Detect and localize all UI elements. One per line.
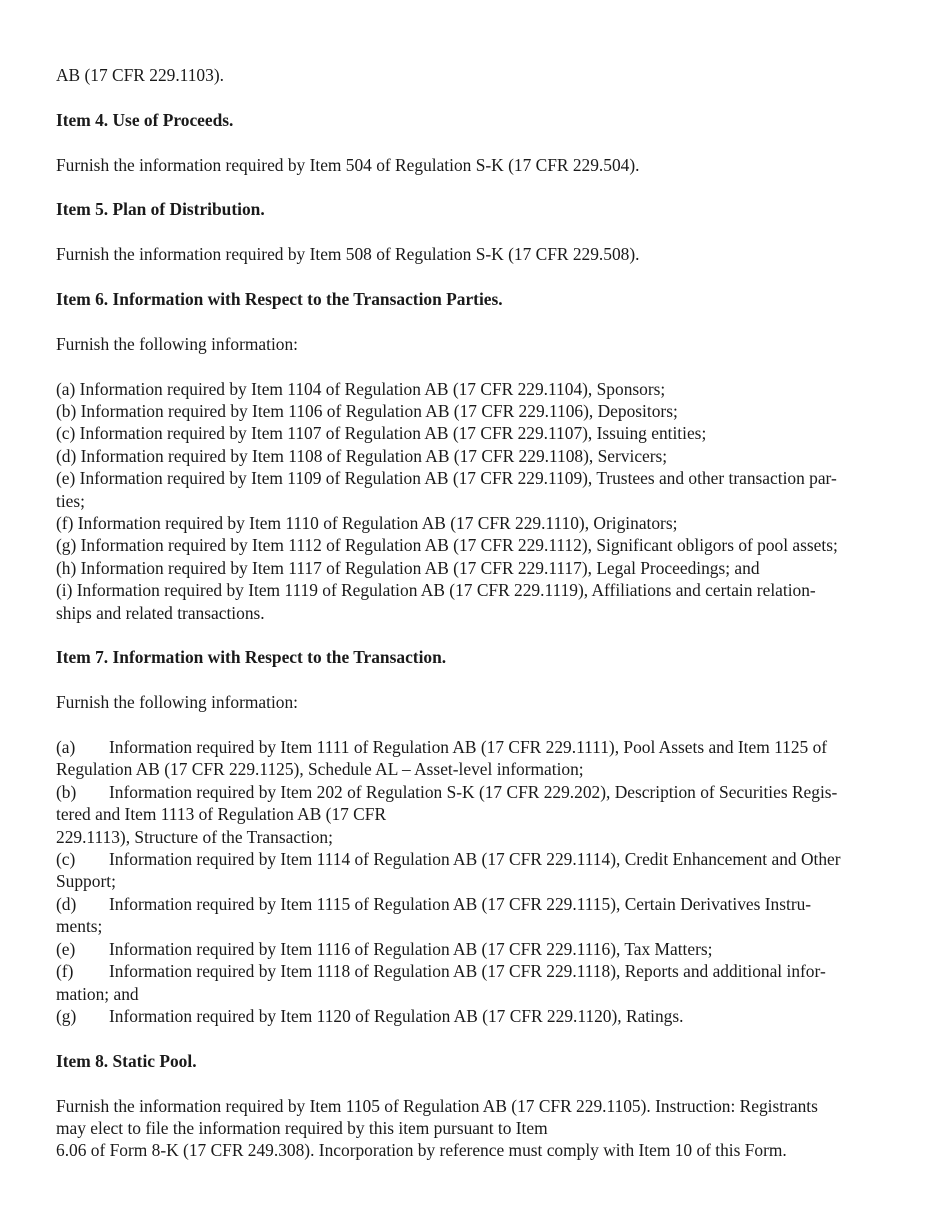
item6-list (56, 378, 898, 624)
item7-intro: Furnish the following information: (56, 692, 298, 713)
list-item-text: Information required by Item 1116 of Regulation AB (17 CFR 229.1116), Tax Matters; (109, 938, 713, 959)
list-item: ties; (56, 490, 85, 511)
list-item (56, 781, 898, 803)
item7-list (56, 736, 898, 1027)
intro-fragment: AB (17 CFR 229.1103). (56, 65, 224, 85)
list-item: (c) Information required by Item 1107 of Regulation AB (17 CFR 229.1107), Issuing entities; (56, 423, 707, 444)
list-item: (i) Information required by Item 1119 of Regulation AB (17 CFR 229.1119), Affiliations and certain relation- (56, 580, 816, 601)
list-item-text: Information required by Item 1118 of Regulation AB (17 CFR 229.1118), Reports and additional infor- (109, 961, 826, 982)
paragraph-line: may elect to file the information required by this item pursuant to Item (56, 1117, 548, 1138)
list-item-text: Information required by Item 1115 of Regulation AB (17 CFR 229.1115), Certain Derivatives Instru- (109, 893, 812, 914)
list-item: (f) Information required by Item 1110 of Regulation AB (17 CFR 229.1110), Originators; (56, 513, 678, 534)
list-item-text: Information required by Item 1114 of Regulation AB (17 CFR 229.1114), Credit Enhancement and Other (109, 849, 841, 870)
list-item: (d) Information required by Item 1108 of Regulation AB (17 CFR 229.1108), Servicers; (56, 445, 668, 466)
list-item-label: (f) (56, 961, 74, 982)
list-item: (b) Information required by Item 1106 of Regulation AB (17 CFR 229.1106), Depositors; (56, 400, 678, 421)
list-item-continuation: ments; (56, 916, 103, 937)
item4-heading: Item 4. Use of Proceeds. (56, 109, 234, 130)
list-item (56, 848, 898, 870)
list-item: (a) Information required by Item 1104 of Regulation AB (17 CFR 229.1104), Sponsors; (56, 378, 666, 399)
list-item (56, 938, 898, 960)
list-item-text: Information required by Item 202 of Regulation S-K (17 CFR 229.202), Description of Securities Regis- (109, 781, 838, 802)
list-item (56, 736, 898, 758)
list-item-continuation: Regulation AB (17 CFR 229.1125), Schedule AL – Asset-level information; (56, 759, 584, 780)
item8-heading: Item 8. Static Pool. (56, 1050, 197, 1071)
item5-heading: Item 5. Plan of Distribution. (56, 199, 265, 220)
list-item-label: (e) (56, 938, 76, 959)
list-item-text: Information required by Item 1111 of Regulation AB (17 CFR 229.1111), Pool Assets and Item 1125 of (109, 737, 828, 758)
list-item: ships and related transactions. (56, 602, 265, 623)
list-item-label: (d) (56, 893, 77, 914)
list-item: (h) Information required by Item 1117 of Regulation AB (17 CFR 229.1117), Legal Proceedings; and (56, 557, 760, 578)
item4-body: Furnish the information required by Item 504 of Regulation S-K (17 CFR 229.504). (56, 154, 640, 175)
list-item-label: (b) (56, 781, 77, 802)
list-item-continuation: Support; (56, 871, 116, 892)
list-item: (g) Information required by Item 1112 of Regulation AB (17 CFR 229.1112), Significant obligors of pool assets; (56, 535, 838, 556)
list-item-label: (a) (56, 737, 76, 758)
item7-heading: Item 7. Information with Respect to the Transaction. (56, 647, 447, 668)
paragraph-line: 6.06 of Form 8-K (17 CFR 249.308). Incorporation by reference must comply with Item 10 of this Form. (56, 1140, 787, 1161)
list-item (56, 893, 898, 915)
document-page (56, 64, 898, 1162)
list-item (56, 960, 898, 982)
paragraph-line: Furnish the information required by Item 1105 of Regulation AB (17 CFR 229.1105). Instruction: Registrants (56, 1095, 818, 1116)
item8-body (56, 1095, 898, 1162)
list-item-label: (g) (56, 1005, 77, 1026)
item5-body: Furnish the information required by Item 508 of Regulation S-K (17 CFR 229.508). (56, 244, 640, 265)
list-item-continuation: mation; and (56, 983, 139, 1004)
list-item-continuation: tered and Item 1113 of Regulation AB (17 CFR (56, 804, 387, 825)
list-item (56, 1005, 898, 1027)
list-item-label: (c) (56, 849, 76, 870)
list-item-text: Information required by Item 1120 of Regulation AB (17 CFR 229.1120), Ratings. (109, 1005, 684, 1026)
item6-heading: Item 6. Information with Respect to the Transaction Parties. (56, 288, 503, 309)
item6-intro: Furnish the following information: (56, 333, 298, 354)
list-item-continuation: 229.1113), Structure of the Transaction; (56, 826, 333, 847)
list-item: (e) Information required by Item 1109 of Regulation AB (17 CFR 229.1109), Trustees and other transaction par- (56, 468, 837, 489)
